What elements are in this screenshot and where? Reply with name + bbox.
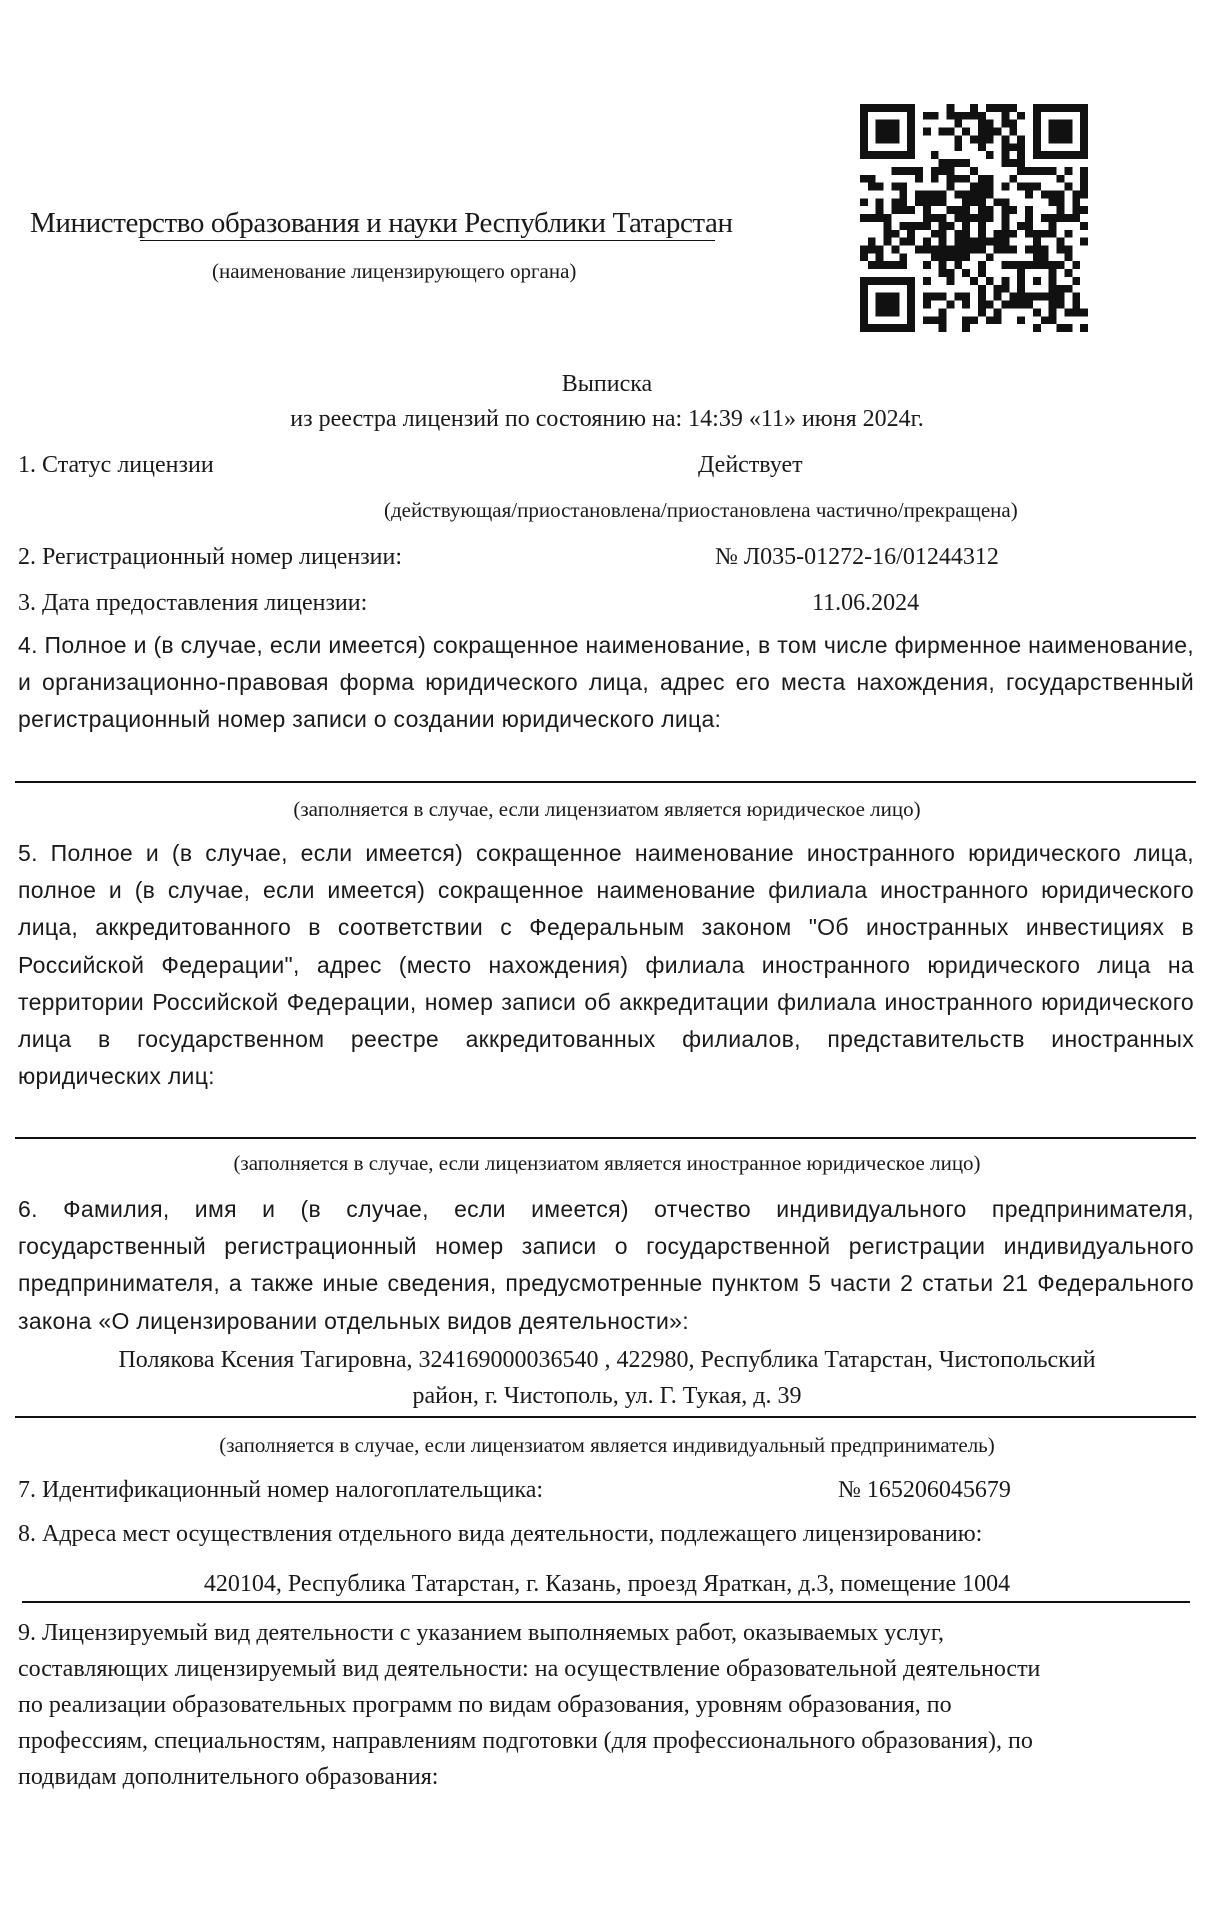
inn-value: № 165206045679 xyxy=(838,1477,1011,1503)
item-9-line-2: составляющих лицензируемый вид деятельности: на осуществление образовательной деятельности xyxy=(18,1656,1041,1682)
item-8-value: 420104, Республика Татарстан, г. Казань, проезд Яраткан, д.3, помещение 1004 xyxy=(203,1571,1011,1597)
status-label: 1. Статус лицензии xyxy=(18,452,214,478)
item-5-text: 5. Полное и (в случае, если имеется) сокращенное наименование иностранного юридического лица, полное и (в случае, если имеется) сокращенное наименование филиала иностранного юридического лица, аккредитованного в соответствии с Федеральным законом "Об иностранных инвестициях в Российской Федерации", адрес (место нахождения) филиала иностранного юридического лица на территории Российской Федерации, номер записи об аккредитации филиала иностранного юридического лица в государственном реестре аккредитованных филиалов, представительств иностранных юридических лиц: xyxy=(18,840,1194,1090)
reg-number-label: 2. Регистрационный номер лицензии: xyxy=(18,544,403,570)
item-5-caption: (заполняется в случае, если лицензиатом является иностранное юридическое лицо) xyxy=(233,1151,981,1175)
qr-code-icon xyxy=(860,104,1088,332)
issue-date-value: 11.06.2024 xyxy=(812,590,920,616)
reg-number-value: № Л035-01272-16/01244312 xyxy=(715,544,999,570)
item-9-line-4: профессиям, специальностям, направлениям подготовки (для профессионального образования), по xyxy=(18,1728,1033,1754)
item-4-caption: (заполняется в случае, если лицензиатом является юридическое лицо) xyxy=(293,797,921,821)
issue-date-label: 3. Дата предоставления лицензии: xyxy=(18,590,368,616)
item-4-text: 4. Полное и (в случае, если имеется) сокращенное наименование, в том числе фирменное наименование, и организационно-правовая форма юридического лица, адрес его места нахождения, государственный регистрационный номер записи о создании юридического лица: xyxy=(18,632,1194,733)
ministry-name: Министерство образования и науки Республики Татарстан xyxy=(30,207,733,239)
inn-label: 7. Идентификационный номер налогоплательщика: xyxy=(18,1477,544,1503)
ministry-underline xyxy=(140,240,715,241)
item-6-caption: (заполняется в случае, если лицензиатом является индивидуальный предприниматель) xyxy=(219,1433,995,1457)
item-9-line-3: по реализации образовательных программ по видам образования, уровням образования, по xyxy=(18,1692,952,1718)
item-4-line xyxy=(15,781,1196,783)
ministry-caption: (наименование лицензирующего органа) xyxy=(212,259,577,283)
item-6-value-line2: район, г. Чистополь, ул. Г. Тукая, д. 39 xyxy=(412,1383,802,1409)
document-title: Выписка xyxy=(561,371,653,397)
item-8-line xyxy=(22,1601,1190,1603)
item-9-line-1: 9. Лицензируемый вид деятельности с указанием выполняемых работ, оказываемых услуг, xyxy=(18,1620,944,1646)
item-8-label: 8. Адреса мест осуществления отдельного вида деятельности, подлежащего лицензированию: xyxy=(18,1521,983,1547)
document-subtitle: из реестра лицензий по состоянию на: 14:39 «11» июня 2024г. xyxy=(290,406,924,432)
status-value: Действует xyxy=(698,452,803,478)
item-6-line xyxy=(15,1416,1196,1418)
item-6-text: 6. Фамилия, имя и (в случае, если имеется) отчество индивидуального предпринимателя, государственный регистрационный номер записи о государственной регистрации индивидуального предпринимателя, а также иные сведения, предусмотренные пунктом 5 части 2 статьи 21 Федерального закона «О лицензировании отдельных видов деятельности»: xyxy=(18,1196,1194,1334)
item-9-line-5: подвидам дополнительного образования: xyxy=(18,1764,439,1790)
item-5-line xyxy=(15,1137,1196,1139)
item-6-value-line1: Полякова Ксения Тагировна, 324169000036540 , 422980, Республика Татарстан, Чистопольский xyxy=(118,1347,1096,1373)
status-caption: (действующая/приостановлена/приостановлена частично/прекращена) xyxy=(384,498,1018,522)
